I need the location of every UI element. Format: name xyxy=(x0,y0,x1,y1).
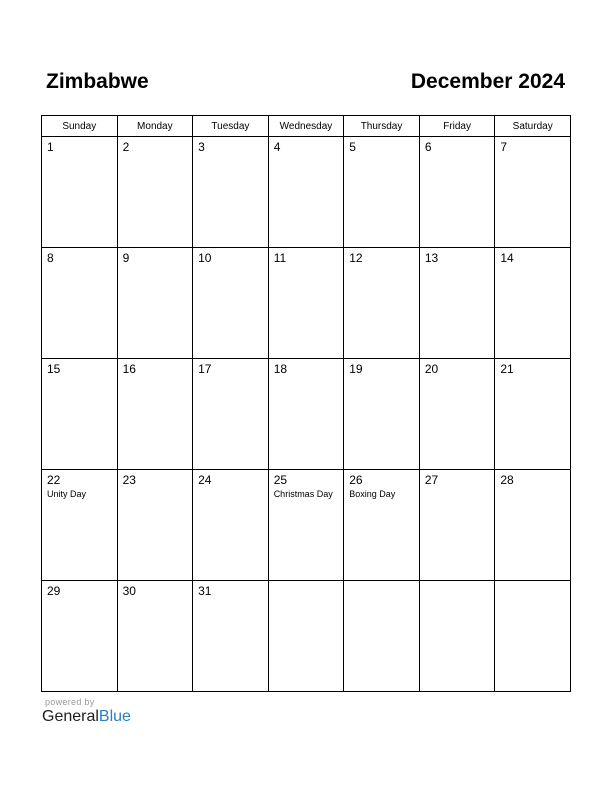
weekday-header-row xyxy=(42,116,571,137)
day-number: 21 xyxy=(500,362,514,376)
powered-by-text: powered by xyxy=(45,697,95,707)
day-cell xyxy=(268,248,344,359)
week-row xyxy=(42,359,571,470)
holiday-label: Christmas Day xyxy=(273,489,333,499)
brand-blue-text: Blue xyxy=(98,708,131,725)
country-title: Zimbabwe xyxy=(46,70,149,93)
day-cell xyxy=(344,359,420,470)
day-number: 8 xyxy=(47,251,54,265)
weekday-header: Monday xyxy=(117,116,193,137)
day-cell xyxy=(495,359,571,470)
empty-day-cell xyxy=(495,581,571,692)
day-cell xyxy=(495,248,571,359)
day-number: 22 xyxy=(47,473,61,487)
holiday-label: Unity Day xyxy=(47,489,87,499)
day-number: 24 xyxy=(198,473,212,487)
day-number: 26 xyxy=(349,473,363,487)
day-cell xyxy=(419,137,495,248)
empty-day-cell xyxy=(419,581,495,692)
day-number: 7 xyxy=(500,140,508,154)
weekday-header: Saturday xyxy=(495,116,571,137)
day-number: 1 xyxy=(47,140,54,154)
weekday-header: Wednesday xyxy=(268,116,344,137)
day-cell xyxy=(42,470,118,581)
day-number: 6 xyxy=(424,140,432,154)
weekday-header: Tuesday xyxy=(193,116,269,137)
week-row xyxy=(42,137,571,248)
day-number: 28 xyxy=(500,473,514,487)
week-row xyxy=(42,470,571,581)
day-cell xyxy=(344,137,420,248)
day-cell xyxy=(117,137,193,248)
day-number: 23 xyxy=(122,473,136,487)
day-number: 4 xyxy=(273,140,281,154)
day-number: 27 xyxy=(424,473,439,487)
day-number: 12 xyxy=(349,251,363,265)
month-year-title: December 2024 xyxy=(410,70,565,93)
day-cell xyxy=(344,470,420,581)
day-number: 29 xyxy=(47,584,61,598)
day-cell xyxy=(268,359,344,470)
day-number: 15 xyxy=(47,362,61,376)
day-number: 13 xyxy=(424,251,439,265)
day-cell xyxy=(193,470,269,581)
day-number: 14 xyxy=(500,251,514,265)
day-number: 3 xyxy=(198,140,205,154)
day-cell xyxy=(42,248,118,359)
empty-day-cell xyxy=(344,581,420,692)
day-cell xyxy=(117,581,193,692)
day-number: 31 xyxy=(198,584,212,598)
day-cell xyxy=(495,470,571,581)
day-cell xyxy=(42,359,118,470)
day-number: 16 xyxy=(122,362,136,376)
day-number: 2 xyxy=(122,140,130,154)
day-number: 10 xyxy=(198,251,212,265)
day-cell xyxy=(117,248,193,359)
day-cell xyxy=(193,581,269,692)
brand-general-text: General xyxy=(42,708,99,725)
day-cell xyxy=(419,248,495,359)
day-cell xyxy=(117,470,193,581)
holiday-label: Boxing Day xyxy=(349,489,396,499)
weekday-header: Friday xyxy=(419,116,495,137)
day-number: 18 xyxy=(273,362,288,376)
day-cell xyxy=(268,470,344,581)
week-row xyxy=(42,581,571,692)
day-number: 17 xyxy=(198,362,212,376)
day-number: 5 xyxy=(349,140,356,154)
day-number: 20 xyxy=(424,362,439,376)
day-number: 30 xyxy=(122,584,136,598)
weekday-header: Sunday xyxy=(42,116,118,137)
week-row xyxy=(42,248,571,359)
day-cell xyxy=(268,137,344,248)
weekday-header: Thursday xyxy=(344,116,420,137)
day-cell xyxy=(193,248,269,359)
day-number: 9 xyxy=(122,251,130,265)
day-cell xyxy=(42,581,118,692)
day-cell xyxy=(419,359,495,470)
day-number: 11 xyxy=(273,251,287,265)
day-number: 19 xyxy=(349,362,363,376)
day-cell xyxy=(117,359,193,470)
empty-day-cell xyxy=(268,581,344,692)
day-number: 25 xyxy=(273,473,288,487)
generalblue-logo[interactable] xyxy=(42,708,131,726)
day-cell xyxy=(495,137,571,248)
day-cell xyxy=(344,248,420,359)
day-cell xyxy=(193,137,269,248)
day-cell xyxy=(42,137,118,248)
calendar-grid xyxy=(41,115,571,692)
day-cell xyxy=(193,359,269,470)
day-cell xyxy=(419,470,495,581)
